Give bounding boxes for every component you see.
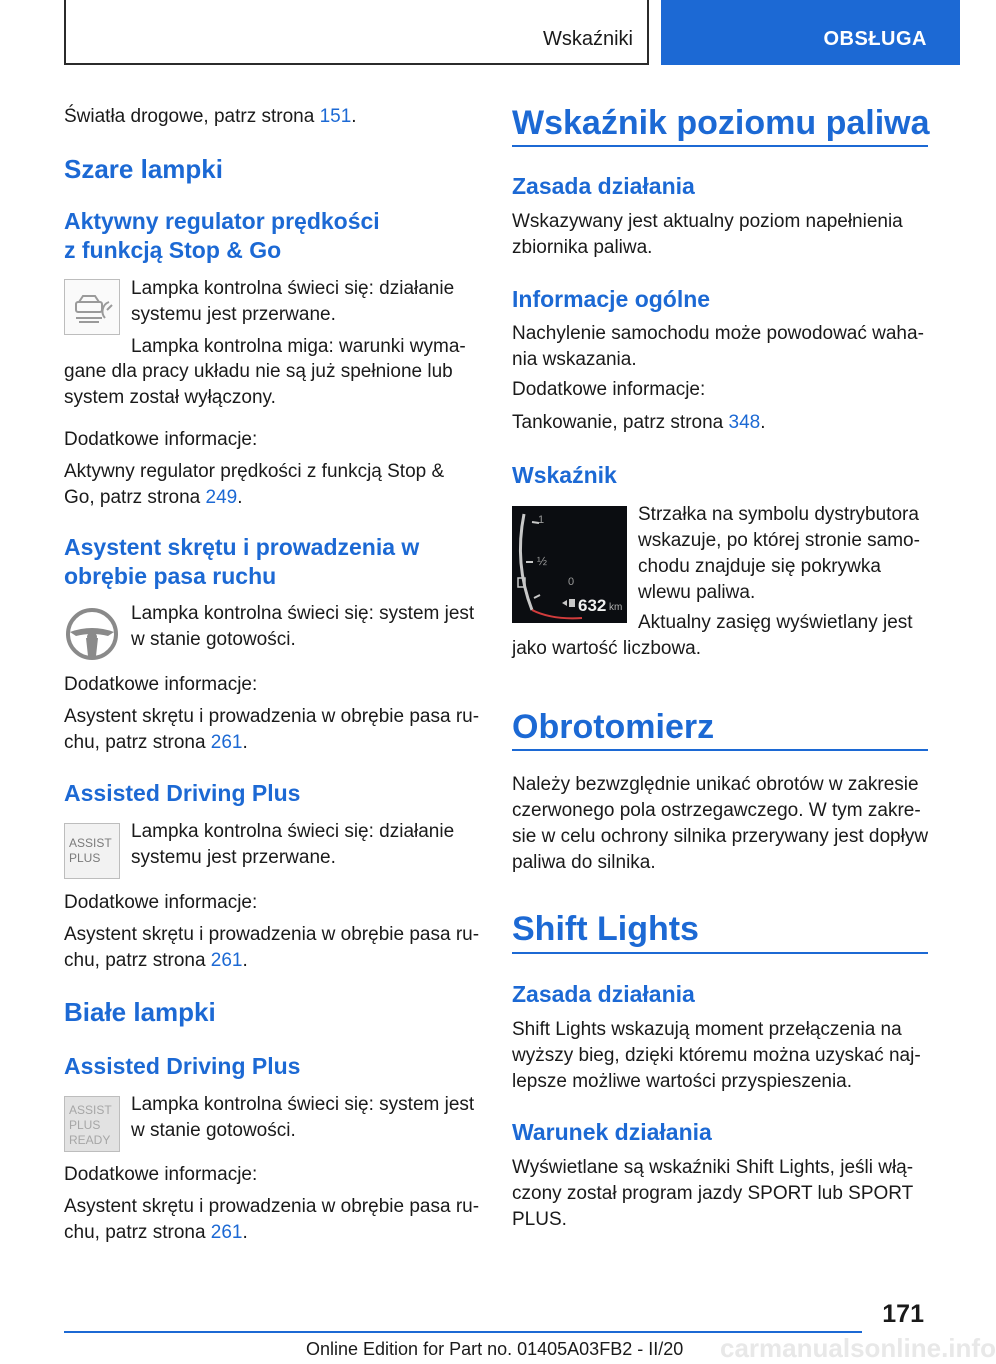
gauge-tick-empty: 0 — [568, 576, 575, 588]
gauge-tick-full: 1 — [538, 514, 545, 526]
lane-assist-paragraph: Lampka kontrolna świeci się: system jest w stanie gotowości. — [131, 603, 475, 650]
heading-acc: Aktywny regulator prędkości z funkcją Stop & Go — [64, 208, 380, 263]
heading-grey-lamps: Szare lampki — [64, 154, 223, 184]
watermark-logo: carmanualsonline.info — [720, 1333, 996, 1363]
heading-fuel-gauge: Wskaźnik poziomu paliwa — [512, 104, 930, 142]
heading-principle-2: Zasada działania — [512, 981, 695, 1007]
indicator-paragraph-2-line1: Aktualny zasięg wyświetlany jest — [638, 612, 913, 633]
page-number: 171 — [882, 1300, 924, 1328]
heading-underline — [512, 145, 928, 147]
assist-plus-ready-icon: ASSIST PLUS READY — [64, 1096, 120, 1152]
paragraph-high-beam: Światła drogowe, patrz strona 151. — [64, 106, 357, 127]
acc-indicator-icon — [64, 279, 120, 335]
page-link[interactable]: 261 — [210, 950, 243, 971]
refuel-reference: Tankowanie, patrz strona 348. — [512, 412, 766, 433]
heading-underline — [512, 952, 928, 954]
header-section-tab — [64, 0, 649, 65]
acc-paragraph-2-rest: gane dla pracy układu nie są już spełnione lub system został wyłączony. — [64, 361, 453, 408]
adp2-more-info: Dodatkowe informacje: — [64, 1164, 258, 1185]
heading-assisted-driving-plus-2: Assisted Driving Plus — [64, 1053, 301, 1079]
adp-paragraph: Lampka kontrolna świeci się: działanie systemu jest przerwane. — [131, 821, 455, 868]
header-section-title: Wskaźniki — [542, 28, 633, 50]
adp2-reference: Asystent skrętu i prowadzenia w obrębie pasa ru- chu, patrz strona 261. — [64, 1196, 480, 1243]
page-link[interactable]: 249 — [205, 487, 238, 508]
heading-general-info: Informacje ogólne — [512, 286, 711, 312]
lane-assist-more-info: Dodatkowe informacje: — [64, 674, 258, 695]
header-chapter-tab — [661, 0, 960, 65]
acc-reference: Aktywny regulator prędkości z funkcją Stop & Go, patrz strona 249. — [64, 461, 445, 508]
indicator-paragraph-1: Strzałka na symbolu dystrybutora wskazuje, po której stronie samo- chodu znajduje się pokrywka wlewu paliwa. — [638, 504, 920, 603]
heading-indicator: Wskaźnik — [512, 462, 617, 488]
footer-edition: Online Edition for Part no. 01405A03FB2 - II/20 — [306, 1339, 684, 1359]
heading-lane-assist: Asystent skrętu i prowadzenia w obrębie pasa ruchu — [64, 534, 420, 589]
principle-paragraph: Wskazywany jest aktualny poziom napełnienia zbiornika paliwa. — [512, 211, 903, 258]
heading-tachometer: Obrotomierz — [512, 708, 715, 746]
acc-more-info: Dodatkowe informacje: — [64, 429, 258, 450]
header-chapter-title: OBSŁUGA — [823, 28, 927, 50]
gauge-range-value: 632 — [578, 596, 607, 615]
fuel-gauge-image — [512, 506, 627, 623]
tachometer-paragraph: Należy bezwzględnie unikać obrotów w zakresie czerwonego pola ostrzegawczego. W tym zakre- sie w celu ochrony silnika przerywany jest dopływ paliwa do silnika. — [512, 774, 929, 873]
page-link[interactable]: 261 — [210, 1222, 243, 1243]
adp2-paragraph: Lampka kontrolna świeci się: system jest w stanie gotowości. — [131, 1094, 475, 1141]
general-more-info: Dodatkowe informacje: — [512, 379, 706, 400]
heading-assisted-driving-plus: Assisted Driving Plus — [64, 780, 301, 806]
condition-paragraph: Wyświetlane są wskaźniki Shift Lights, jeśli włą- czony został program jazdy SPORT lub SPORT PLUS. — [512, 1157, 914, 1230]
lane-assist-reference: Asystent skrętu i prowadzenia w obrębie pasa ru- chu, patrz strona 261. — [64, 706, 480, 753]
heading-shift-lights: Shift Lights — [512, 910, 699, 948]
heading-principle: Zasada działania — [512, 173, 695, 199]
adp-more-info: Dodatkowe informacje: — [64, 892, 258, 913]
acc-paragraph-2-line1: Lampka kontrolna miga: warunki wyma- — [131, 336, 466, 357]
steering-wheel-icon — [64, 606, 120, 662]
heading-underline — [512, 749, 928, 751]
acc-paragraph-1: Lampka kontrolna świeci się: działanie systemu jest przerwane. — [131, 278, 455, 325]
adp-reference: Asystent skrętu i prowadzenia w obrębie pasa ru- chu, patrz strona 261. — [64, 924, 480, 971]
indicator-paragraph-2-line2: jako wartość liczbowa. — [512, 638, 702, 659]
heading-white-lamps: Białe lampki — [64, 997, 216, 1027]
page-link[interactable]: 261 — [210, 732, 243, 753]
page-link[interactable]: 348 — [728, 412, 761, 433]
general-info-paragraph: Nachylenie samochodu może powodować waha- nia wskazania. — [512, 323, 924, 370]
assist-plus-icon: ASSIST PLUS — [64, 823, 120, 879]
gauge-tick-half: ½ — [537, 554, 548, 568]
shift-principle-paragraph: Shift Lights wskazują moment przełączenia na wyższy bieg, dzięki któremu można uzyskać naj- lepsze możliwe wartości przyspieszenia. — [512, 1019, 921, 1092]
page-link[interactable]: 151 — [319, 106, 352, 127]
gauge-range-unit: km — [609, 602, 623, 613]
heading-condition: Warunek działania — [512, 1119, 712, 1145]
